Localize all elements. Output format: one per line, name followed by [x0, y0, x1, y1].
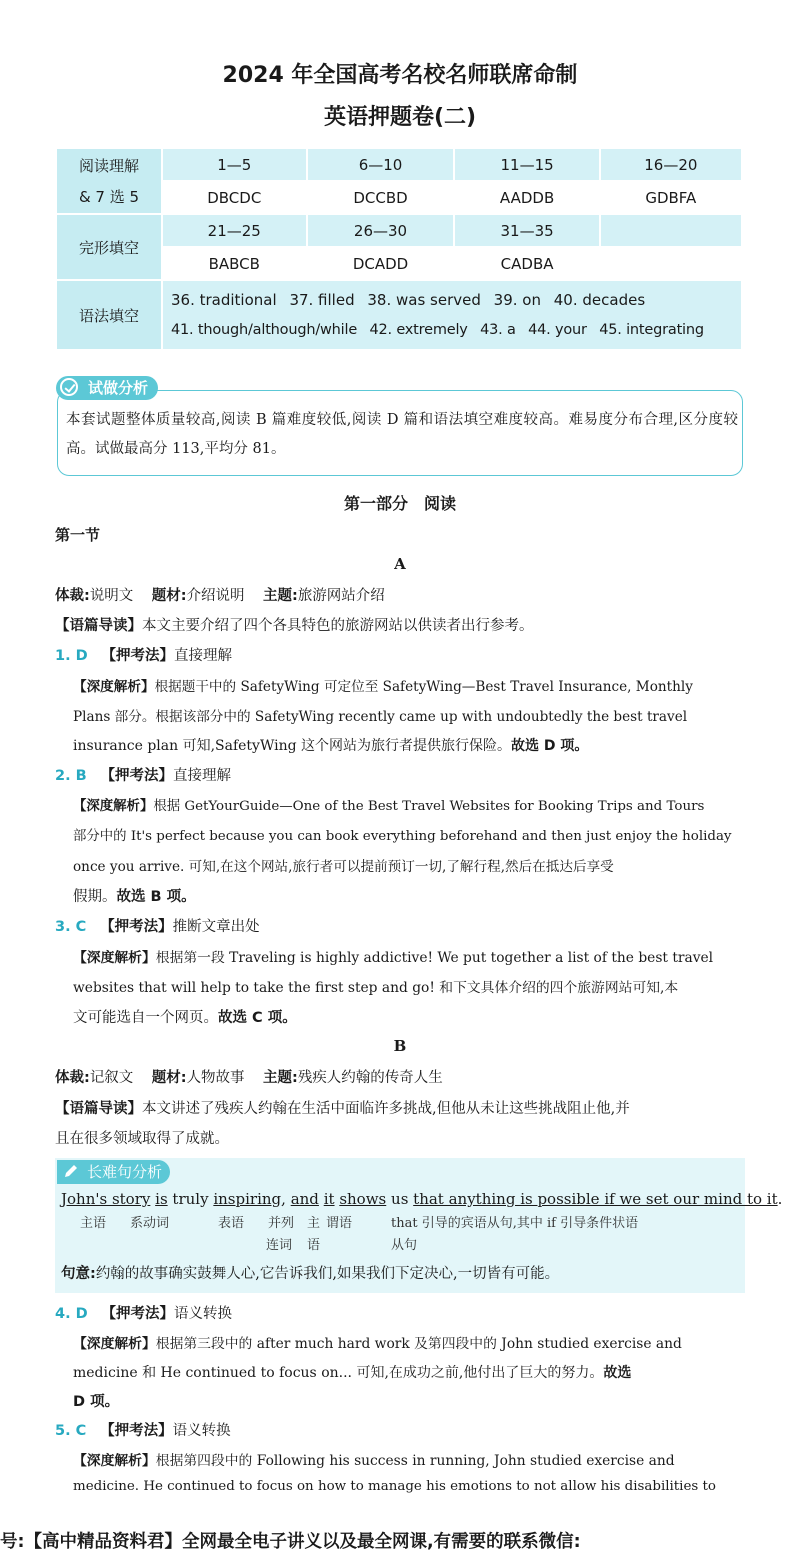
- question-3-header: [55, 915, 745, 936]
- range-cell: 11—15: [454, 148, 599, 181]
- q4-conclusion-end: D 项。: [73, 1394, 120, 1410]
- method-label: 【押考法】: [101, 648, 175, 664]
- sentence-predicative: inspiring: [213, 1190, 282, 1208]
- deep-label: 【深度解析】: [73, 1453, 156, 1469]
- part-title: 第一部分 阅读: [343, 494, 456, 513]
- q2-conclusion: 故选 B 项。: [116, 889, 196, 905]
- grammar-answers: [162, 280, 742, 350]
- reading-label-line1: 阅读理解: [78, 157, 139, 175]
- grammar-item: 39. on: [493, 291, 541, 309]
- cloze-label: 完形填空: [56, 214, 162, 280]
- answer-cell: DCADD: [307, 247, 455, 280]
- reading-label-line2: & 7 选 5: [78, 188, 140, 206]
- annotation-clause: that 引导的宾语从句,其中 if 引导条件状语: [391, 1216, 639, 1231]
- deep-label: 【深度解析】: [73, 679, 155, 695]
- answer-cell: DBCDC: [162, 181, 307, 214]
- grammar-item: 44. your: [528, 322, 587, 338]
- theme-label: 主题:: [263, 588, 298, 604]
- answer-cell: BABCB: [162, 247, 307, 280]
- range-cell: 26—30: [307, 214, 455, 247]
- grammar-item: 42. extremely: [369, 322, 468, 338]
- q2-analysis-line: 部分中的 It's perfect because you can book everything beforehand and then just enjoy the holiday: [73, 829, 732, 844]
- passage-b-guide-cont: 且在很多领域取得了成就。: [55, 1131, 229, 1147]
- question-2-header: [55, 764, 745, 785]
- question-4-header: [55, 1302, 745, 1323]
- topic-label: 题材:: [151, 1070, 187, 1086]
- section-title: 第一节: [55, 526, 101, 544]
- grammar-item: 38. was served: [367, 291, 481, 309]
- translation-label: 句意:: [61, 1266, 96, 1282]
- range-cell: [600, 214, 742, 247]
- sentence-translation: [61, 1262, 751, 1283]
- annotation-subject-2: 主: [307, 1216, 321, 1231]
- check-circle-icon: [60, 378, 78, 396]
- long-sentence-tab-label: 长难句分析: [87, 1163, 163, 1181]
- question-5-header: [55, 1419, 745, 1440]
- sentence-object-clause: that anything is possible if we set our mind to it: [413, 1190, 778, 1208]
- method: 直接理解: [174, 648, 233, 664]
- sentence-comma: ,: [281, 1190, 286, 1208]
- question-number: 3. C: [55, 919, 87, 935]
- passage-b-letter: B: [393, 1037, 407, 1055]
- q2-analysis-line: [73, 795, 745, 814]
- deep-label: 【深度解析】: [73, 799, 154, 814]
- passage-b-guide: [55, 1097, 745, 1118]
- q4-analysis-line: [73, 1362, 745, 1382]
- q1-analysis-line: [73, 675, 745, 695]
- passage-a-letter: A: [394, 555, 406, 573]
- q5-analysis-line: medicine. He continued to focus on how to manage his emotions to not allow his disabilities to: [73, 1479, 716, 1494]
- deep-label: 【深度解析】: [73, 950, 156, 966]
- sentence-period: .: [777, 1190, 783, 1208]
- answer-cell: [600, 247, 742, 280]
- sentence-linking-verb: is: [155, 1190, 168, 1208]
- guide-text: 本文主要介绍了四个各具特色的旅游网站以供读者出行参考。: [142, 618, 534, 634]
- method-label: 【押考法】: [100, 1423, 173, 1439]
- passage-b-meta: [55, 1066, 745, 1087]
- answer-cell: AADDB: [454, 181, 599, 214]
- sentence-conjunction: and: [290, 1190, 319, 1208]
- q1-analysis-line: Plans 部分。根据该部分中的 SafetyWing recently came up with undoubtedly the best travel: [73, 709, 688, 725]
- sentence-subject-2: it: [323, 1190, 335, 1208]
- answer-cell: GDBFA: [600, 181, 742, 214]
- method-label: 【押考法】: [100, 919, 173, 935]
- method: 推断文章出处: [172, 919, 260, 935]
- grammar-label: 语法填空: [56, 280, 162, 350]
- range-cell: 6—10: [307, 148, 455, 181]
- annotation-predicate: 谓语: [326, 1216, 353, 1231]
- guide-label: 【语篇导读】: [55, 618, 142, 634]
- analysis-text: 本套试题整体质量较高,阅读 B 篇难度较低,阅读 D 篇和语法填空难度较高。难易度分布合理,区分度较高。试做最高分 113,平均分 81。: [66, 412, 738, 457]
- grammar-item: 45. integrating: [599, 322, 704, 338]
- q3-line1: 根据第一段 Traveling is highly addictive! We put together a list of the best travel: [155, 950, 714, 966]
- range-cell: 21—25: [162, 214, 307, 247]
- grammar-item: 36. traditional: [171, 291, 277, 309]
- long-sentence-tab: [57, 1160, 170, 1184]
- grammar-item: 43. a: [480, 322, 516, 338]
- page-subtitle: 英语押题卷(二): [323, 105, 477, 130]
- grammar-item: 37. filled: [289, 291, 355, 309]
- grammar-item: 41. though/although/while: [171, 322, 358, 338]
- annotation-clause-2: 从句: [391, 1238, 418, 1253]
- q1-line3: insurance plan 可知,SafetyWing 这个网站为旅行者提供旅行保险。: [73, 738, 512, 754]
- guide-label: 【语篇导读】: [55, 1101, 142, 1117]
- q3-conclusion: 故选 C 项。: [218, 1010, 297, 1026]
- q2-analysis-line: [73, 885, 745, 906]
- q1-conclusion: 故选 D 项。: [511, 738, 589, 754]
- q4-analysis-line: [73, 1332, 745, 1352]
- genre-label: 体裁:: [55, 588, 90, 604]
- grammar-item: 40. decades: [553, 291, 646, 309]
- annotation-subject-2b: 语: [307, 1238, 321, 1253]
- q2-analysis-line: once you arrive. 可知,在这个网站,旅行者可以提前预订一切,了解行程,然后在抵达后享受: [73, 859, 614, 875]
- method-label: 【押考法】: [100, 768, 174, 784]
- annotation-coord-2: 连词: [266, 1238, 293, 1253]
- question-number: 1. D: [55, 648, 88, 664]
- sentence-word: us: [391, 1190, 409, 1208]
- q4-line2: medicine 和 He continued to focus on... 可知,在成功之前,他付出了巨大的努力。: [73, 1365, 604, 1381]
- genre: 说明文: [89, 588, 134, 604]
- question-number: 5. C: [55, 1423, 87, 1439]
- theme: 残疾人约翰的传奇人生: [297, 1070, 443, 1086]
- q3-analysis-line: websites that will help to take the first step and go! 和下文具体介绍的四个旅游网站可知,本: [73, 980, 679, 996]
- q4-conclusion-start: 故选: [603, 1365, 632, 1381]
- q4-line1: 根据第三段中的 after much hard work 及第四段中的 John studied exercise and: [155, 1336, 682, 1352]
- q2-line4: 假期。: [73, 889, 117, 905]
- method: 直接理解: [173, 768, 232, 784]
- guide-text: 本文讲述了残疾人约翰在生活中面临许多挑战,但他从未让这些挑战阻止他,并: [142, 1101, 630, 1117]
- question-number: 4. D: [55, 1306, 88, 1322]
- answer-cell: CADBA: [454, 247, 599, 280]
- question-1-header: [55, 644, 745, 665]
- q3-analysis-line: [73, 946, 745, 966]
- range-cell: 16—20: [600, 148, 742, 181]
- theme-label: 主题:: [263, 1070, 298, 1086]
- topic: 人物故事: [186, 1070, 245, 1086]
- long-sentence: [61, 1190, 782, 1208]
- deep-label: 【深度解析】: [73, 1336, 156, 1352]
- sentence-word: truly: [172, 1190, 209, 1208]
- range-cell: 31—35: [454, 214, 599, 247]
- annotation-predicative: 表语: [218, 1216, 245, 1231]
- question-number: 2. B: [55, 768, 87, 784]
- q3-line3: 文可能选自一个网页。: [73, 1010, 218, 1026]
- method: 语义转换: [172, 1423, 231, 1439]
- q2-line1: 根据 GetYourGuide—One of the Best Travel Websites for Booking Trips and Tours: [153, 799, 705, 814]
- sentence-subject: John's story: [61, 1190, 151, 1208]
- pen-icon: [63, 1163, 79, 1179]
- annotation-subject: 主语: [80, 1216, 107, 1231]
- analysis-tab: [56, 376, 158, 400]
- annotation-linking-verb: 系动词: [130, 1216, 170, 1231]
- q1-line1: 根据题干中的 SafetyWing 可定位至 SafetyWing—Best Travel Insurance, Monthly: [154, 679, 693, 695]
- answer-table: [55, 147, 743, 351]
- method: 语义转换: [174, 1306, 233, 1322]
- genre-label: 体裁:: [55, 1070, 90, 1086]
- theme: 旅游网站介绍: [297, 588, 385, 604]
- q3-analysis-line: [73, 1006, 745, 1027]
- q1-analysis-line: [73, 735, 745, 755]
- passage-a-guide: [55, 614, 745, 635]
- page-title: 2024 年全国高考名校名师联席命制: [222, 63, 578, 88]
- answer-cell: DCCBD: [307, 181, 455, 214]
- reading-label: [56, 148, 162, 214]
- topic: 介绍说明: [186, 588, 245, 604]
- analysis-tab-label: 试做分析: [88, 379, 149, 397]
- genre: 记叙文: [89, 1070, 134, 1086]
- topic-label: 题材:: [151, 588, 187, 604]
- annotation-coord: 并列: [268, 1216, 295, 1231]
- range-cell: 1—5: [162, 148, 307, 181]
- q5-analysis-line: [73, 1449, 745, 1469]
- footer-banner: 号:【高中精品资料君】全网最全电子讲义以及最全网课,有需要的联系微信:: [0, 1532, 581, 1550]
- sentence-predicate: shows: [339, 1190, 387, 1208]
- translation-text: 约翰的故事确实鼓舞人心,它告诉我们,如果我们下定决心,一切皆有可能。: [95, 1266, 560, 1282]
- method-label: 【押考法】: [101, 1306, 175, 1322]
- q5-line1: 根据第四段中的 Following his success in running, John studied exercise and: [155, 1453, 675, 1469]
- passage-a-meta: [55, 584, 745, 605]
